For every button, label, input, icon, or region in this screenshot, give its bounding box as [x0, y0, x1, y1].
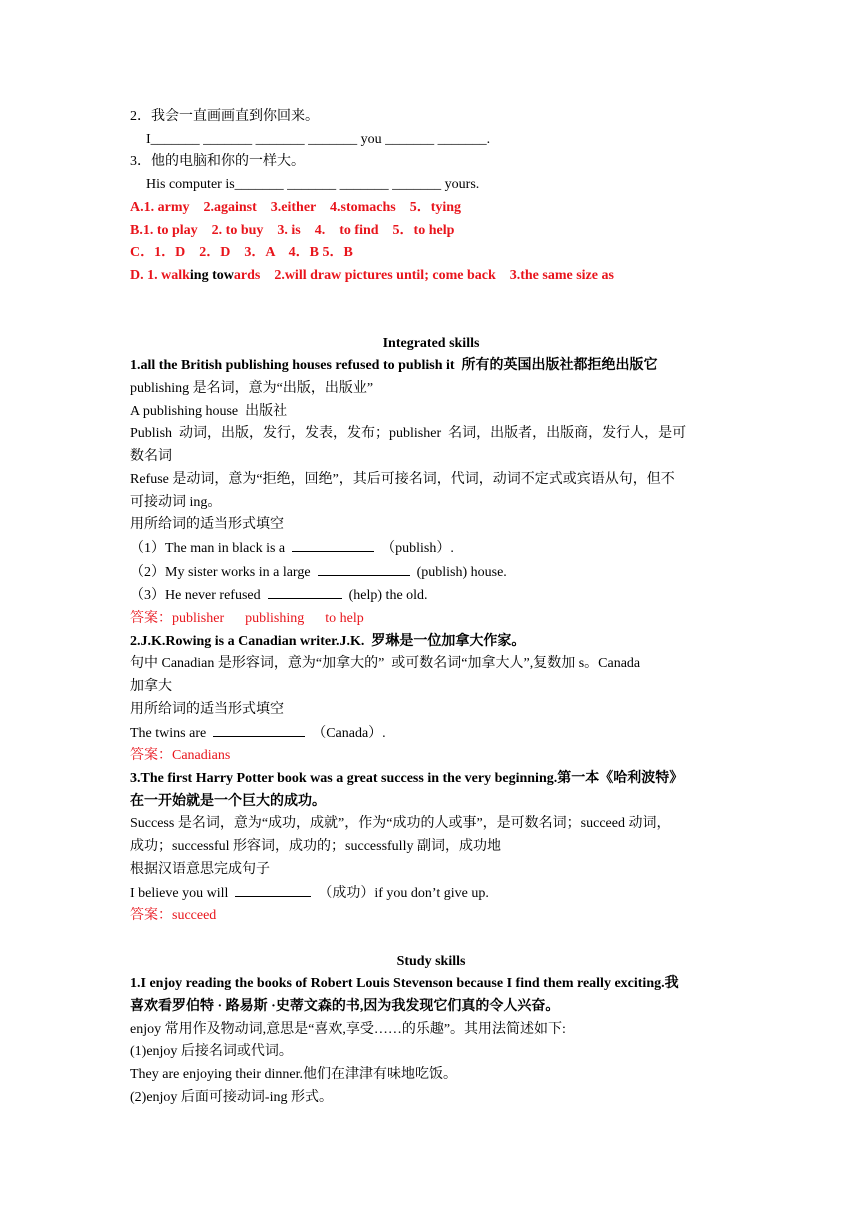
translation-q3-answer: His computer is_______ _______ _______ _______ yours.	[146, 177, 480, 193]
answer-key-c: C．1．D 2．D 3．A 4．B 5．B	[130, 245, 353, 261]
integrated-point3-line: Success 是名词，意为“成功，成就”，作为“成功的人或事”，是可数名词；succeed 动词，	[130, 816, 671, 832]
answer-key-b: B.1. to play 2. to buy 3. is 4. to find 5．to help	[130, 222, 455, 238]
document-page	[130, 106, 732, 1110]
study-point1-line: They are enjoying their dinner.他们在津津有味地吃饭。	[130, 1067, 457, 1083]
integrated-point2-line: 句中 Canadian 是形容词，意为“加拿大的” 或可数名词“加拿大人”,复数加 s。Canada	[130, 656, 641, 672]
answer-key-d-part4: ards 2.will draw pictures until; come back 3.the same size as	[233, 267, 614, 283]
integrated-point1-line: Refuse 是动词，意为“拒绝，回绝”，其后可接名词，代词，动词不定式或宾语从句，但不	[130, 471, 675, 487]
study-skills-heading: Study skills	[396, 953, 466, 969]
exercise-text: （成功）if you don’t give up.	[311, 885, 489, 901]
study-point1-title: 1.I enjoy reading the books of Robert Louis Stevenson because I find them really exciting.我	[130, 976, 679, 992]
exercise-text: （publish）.	[374, 540, 454, 556]
exercise-text: （Canada）.	[305, 725, 386, 741]
integrated-point3-line: 成功；successful 形容词，成功的；successfully 副词，成功地	[130, 839, 501, 855]
translation-q2-answer: I_______ _______ _______ _______ you _______ _______.	[146, 131, 491, 147]
exercise-text: （1）The man in black is a	[130, 540, 293, 556]
answer-line: 答案：Canadians	[130, 748, 231, 764]
answer-key-d	[130, 265, 732, 288]
answer-blank[interactable]	[235, 882, 311, 897]
exercise-line	[130, 537, 732, 561]
spacer	[130, 928, 732, 951]
exercise-line	[130, 882, 732, 906]
study-point1-line: (2)enjoy 后面可接动词-ing 形式。	[130, 1089, 333, 1105]
exercise-text: （3）He never refused	[130, 588, 268, 604]
answer-key-d-part2: ing	[189, 267, 209, 283]
exercise-line	[130, 722, 732, 746]
exercise-text: （2）My sister works in a large	[130, 564, 318, 580]
integrated-point1-line: publishing 是名词，意为“出版，出版业”	[130, 381, 374, 397]
translation-q2: 2．我会一直画画直到你回来。	[130, 109, 319, 124]
spacer	[130, 288, 732, 333]
answer-blank[interactable]	[268, 584, 342, 599]
exercise-text: I believe you will	[130, 885, 236, 901]
study-point1-line: (1)enjoy 后接名词或代词。	[130, 1044, 293, 1060]
integrated-point1-line: 可接动词 ing。	[130, 494, 222, 510]
exercise-text: (help) the old.	[341, 588, 428, 604]
answer-line: 答案：succeed	[130, 908, 217, 924]
integrated-point2-line: 加拿大	[130, 679, 172, 695]
study-point1-line: enjoy 常用作及物动词,意思是“喜欢,享受……的乐趣”。其用法简述如下:	[130, 1021, 566, 1037]
integrated-point2-line: 用所给词的适当形式填空	[130, 701, 284, 717]
integrated-point3-line: 根据汉语意思完成句子	[130, 861, 270, 877]
answer-line: 答案：publisher publishing to help	[130, 611, 364, 627]
integrated-point2-title: 2.J.K.Rowing is a Canadian writer.J.K. 罗琳是一位加拿大作家。	[130, 633, 526, 649]
integrated-point1-line: A publishing house 出版社	[130, 403, 288, 419]
integrated-point1-line: Publish 动词，出版，发行，发表，发布；publisher 名词，出版者，出版商，发行人，是可	[130, 426, 687, 442]
answer-key-d-part1: D. 1. walk	[130, 267, 190, 283]
exercise-text: (publish) house.	[409, 564, 507, 580]
answer-blank[interactable]	[318, 561, 410, 576]
answer-blank[interactable]	[292, 537, 374, 552]
answer-blank[interactable]	[213, 722, 305, 737]
integrated-point1-line: 数名词	[130, 449, 172, 465]
integrated-point3-title-cont: 在一开始就是一个巨大的成功。	[130, 793, 326, 809]
study-point1-title-cont: 喜欢看罗伯特 · 路易斯 ·史蒂文森的书,因为我发现它们真的令人兴奋。	[130, 999, 560, 1014]
answer-key-a: A.1. army 2.against 3.either 4.stomachs 5．tying	[130, 199, 462, 215]
translation-q3: 3．他的电脑和你的一样大。	[130, 154, 305, 170]
exercise-text: The twins are	[130, 725, 214, 741]
exercise-line	[130, 561, 732, 585]
integrated-point3-title: 3.The first Harry Potter book was a great success in the very beginning.第一本《哈利波特》	[130, 770, 684, 786]
integrated-point1-title: 1.all the British publishing houses refused to publish it 所有的英国出版社都拒绝出版它	[130, 358, 658, 374]
exercise-line	[130, 584, 732, 608]
answer-key-d-part3: tow	[208, 267, 234, 283]
integrated-skills-heading: Integrated skills	[382, 335, 480, 351]
integrated-point1-line: 用所给词的适当形式填空	[130, 517, 284, 533]
